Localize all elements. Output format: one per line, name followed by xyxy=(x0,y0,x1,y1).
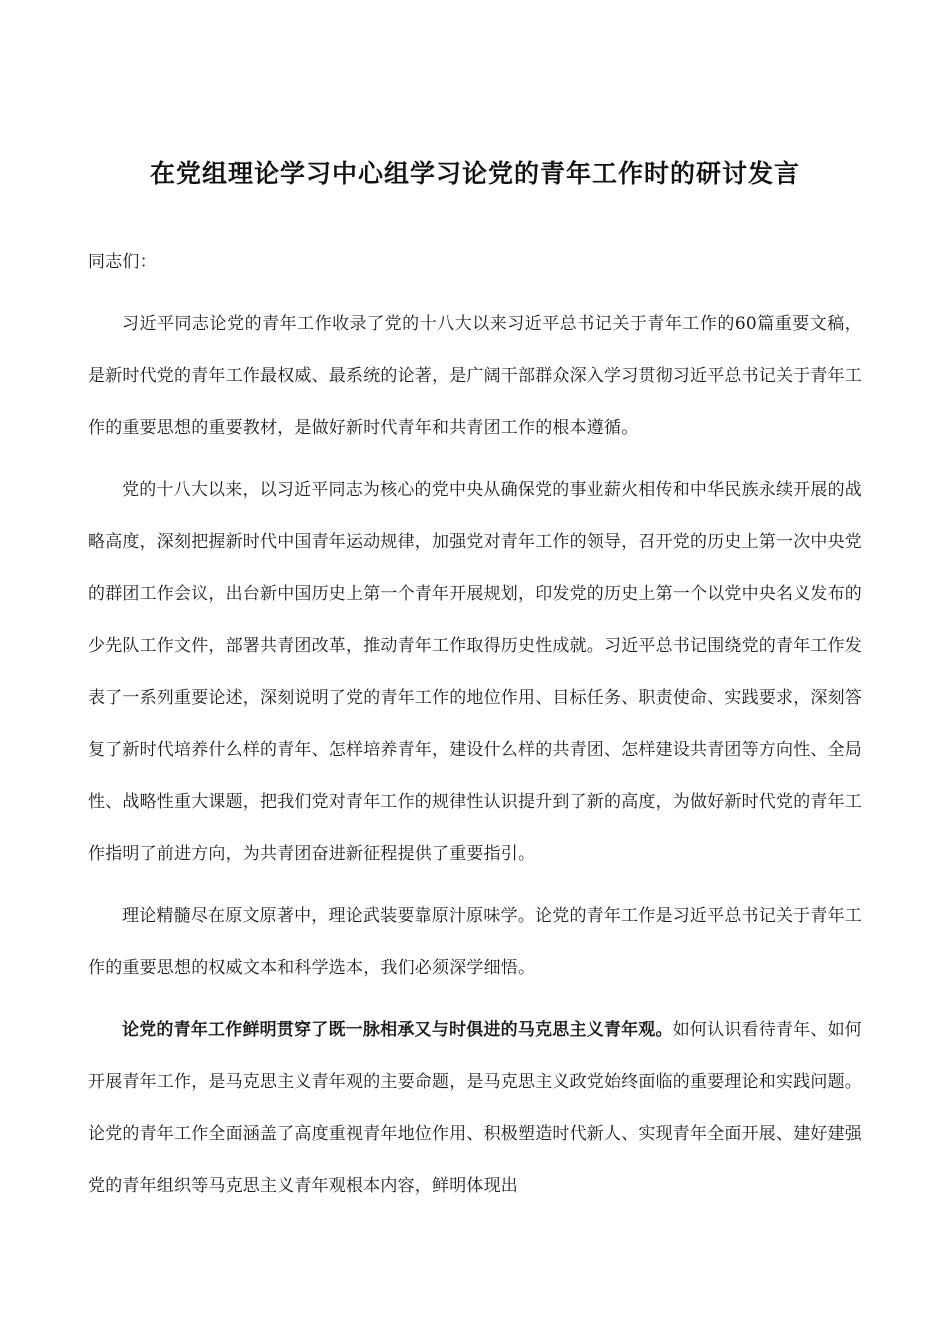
document-title: 在党组理论学习中心组学习论党的青年工作时的研讨发言 xyxy=(149,159,800,188)
paragraph-4-lead: 论党的青年工作鲜明贯穿了既一脉相承又与时俱进的马克思主义青年观。 xyxy=(122,1020,673,1040)
paragraph-2 xyxy=(88,464,862,880)
paragraph-1 xyxy=(88,298,862,454)
document-body xyxy=(88,236,862,1222)
salutation: 同志们： xyxy=(88,252,157,272)
paragraph-3 xyxy=(88,890,862,994)
paragraph-4-text: 如何认识看待青年、如何开展青年工作，是马克思主义青年观的主要命题，是马克思主义政党始终面临的重要理论和实践问题。论党的青年工作全面涵盖了高度重视青年地位作用、积极塑造时代新人、实现青年全面开展、建好建强党的青年组织等马克思主义青年观根本内容，鲜明体现出 xyxy=(88,1020,862,1196)
paragraph-3-text: 理论精髓尽在原文原著中，理论武装要靠原汁原味学。论党的青年工作是习近平总书记关于青年工作的重要思想的权威文本和科学选本，我们必须深学细悟。 xyxy=(88,906,862,978)
paragraph-1-text: 习近平同志论党的青年工作收录了党的十八大以来习近平总书记关于青年工作的60篇重要文稿，是新时代党的青年工作最权威、最系统的论著，是广阔干部群众深入学习贯彻习近平总书记关于青年工作的重要思想的重要教材，是做好新时代青年和共青团工作的根本遵循。 xyxy=(88,314,862,438)
paragraph-2-text: 党的十八大以来，以习近平同志为核心的党中央从确保党的事业薪火相传和中华民族永续开展的战略高度，深刻把握新时代中国青年运动规律，加强党对青年工作的领导，召开党的历史上第一次中央党的群团工作会议，出台新中国历史上第一个青年开展规划，印发党的历史上第一个以党中央名义发布的少先队工作文件，部署共青团改革，推动青年工作取得历史性成就。习近平总书记围绕党的青年工作发表了一系列重要论述，深刻说明了党的青年工作的地位作用、目标任务、职责使命、实践要求，深刻答复了新时代培养什么样的青年、怎样培养青年，建设什么样的共青团、怎样建设共青团等方向性、全局性、战略性重大课题，把我们党对青年工作的规律性认识提升到了新的高度，为做好新时代党的青年工作指明了前进方向，为共青团奋进新征程提供了重要指引。 xyxy=(88,480,862,864)
paragraph-4 xyxy=(88,1004,862,1212)
